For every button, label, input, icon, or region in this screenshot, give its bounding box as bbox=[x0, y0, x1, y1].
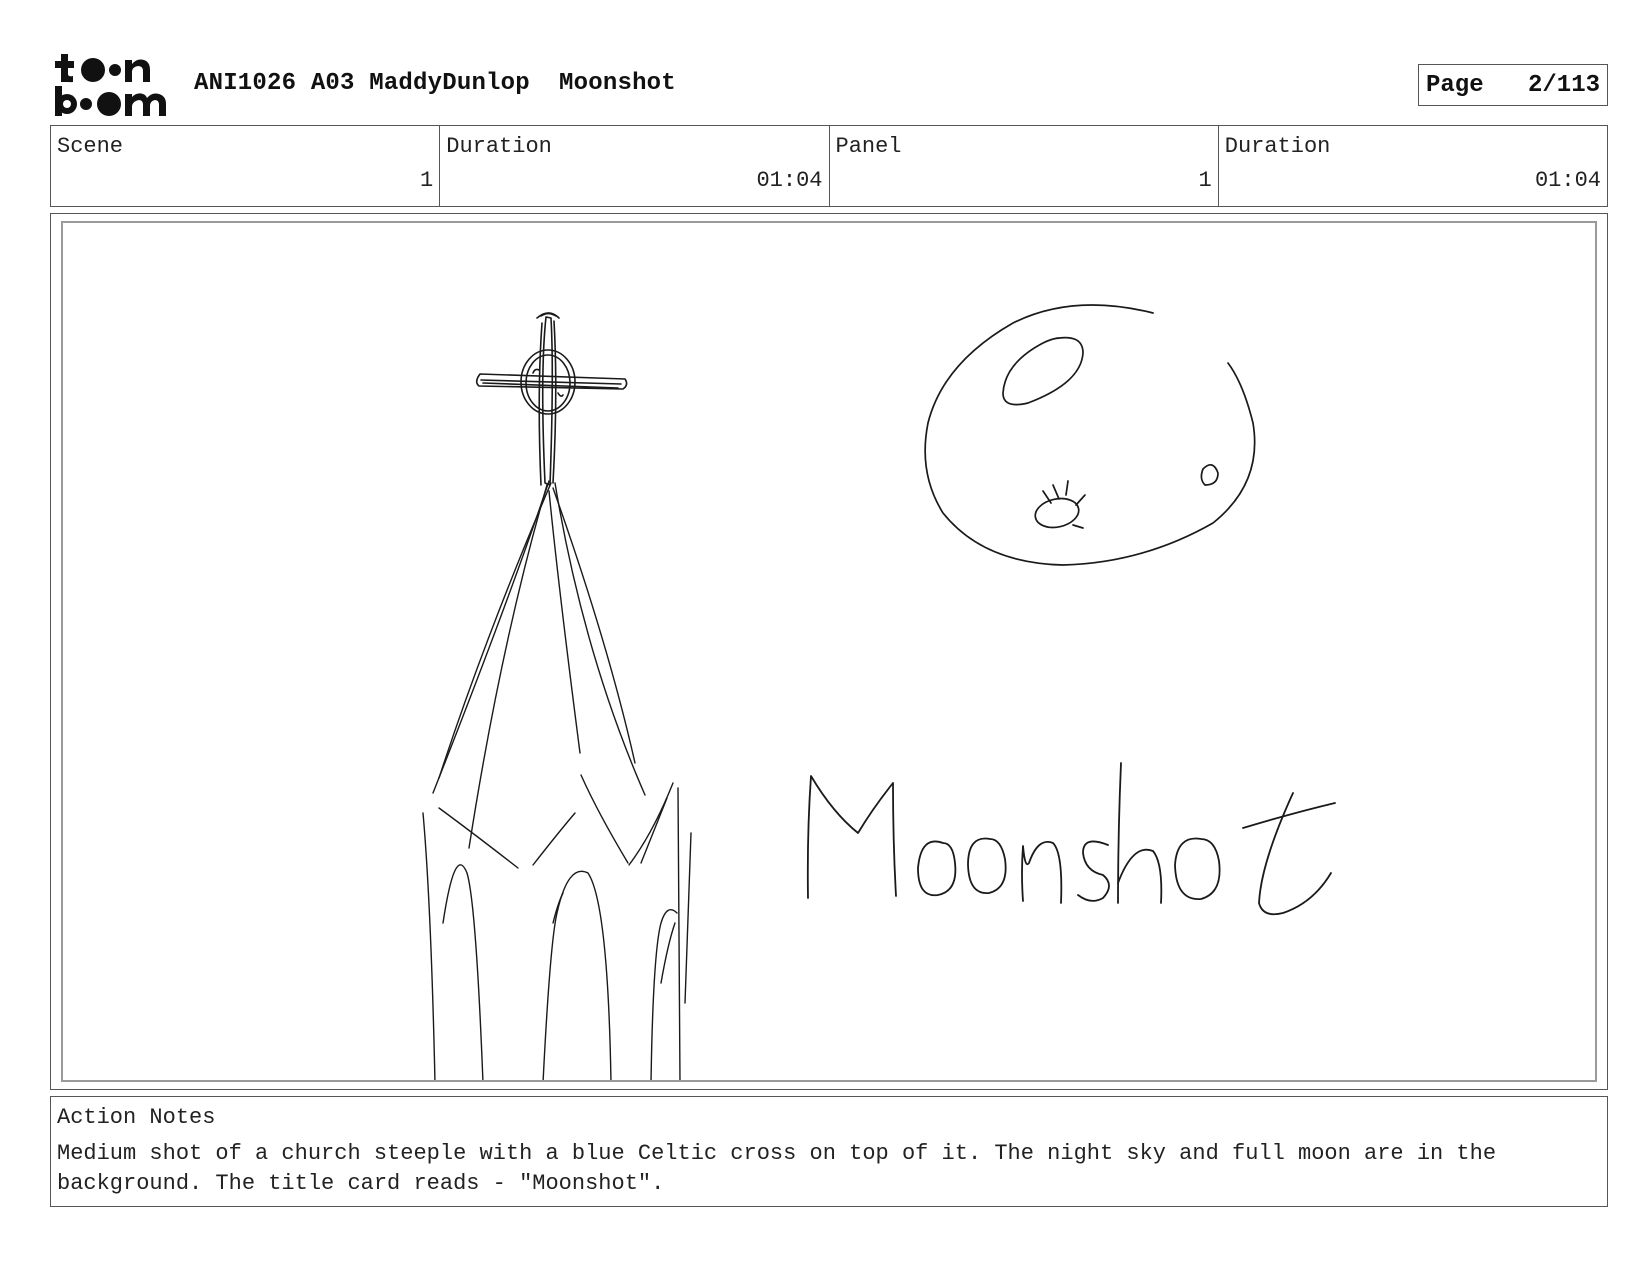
action-notes-label: Action Notes bbox=[57, 1105, 216, 1130]
sketch-canvas bbox=[63, 223, 1597, 1082]
panel-duration-cell bbox=[1219, 126, 1607, 206]
panel-duration-value: 01:04 bbox=[1534, 168, 1601, 193]
scene-duration-cell bbox=[440, 126, 829, 206]
panel-info-row bbox=[50, 125, 1608, 207]
steeple-sketch bbox=[423, 481, 691, 1082]
panel-cell bbox=[830, 126, 1219, 206]
celtic-cross-sketch bbox=[477, 313, 627, 485]
scene-label: Scene bbox=[57, 134, 124, 159]
storyboard-panel-drawing bbox=[61, 221, 1597, 1082]
panel-duration-label: Duration bbox=[1224, 134, 1331, 159]
action-notes-text: Medium shot of a church steeple with a blue Celtic cross on top of it. The night sky and full moon are in the background. The title card reads - "Moonshot". bbox=[57, 1141, 1497, 1196]
page-label: Page bbox=[1426, 71, 1484, 99]
page-indicator bbox=[1418, 64, 1608, 106]
scene-value: 1 bbox=[420, 168, 434, 193]
moon-sketch bbox=[925, 305, 1255, 565]
action-notes-box bbox=[50, 1096, 1608, 1207]
scene-duration-label: Duration bbox=[446, 134, 552, 159]
panel-value: 1 bbox=[1198, 168, 1212, 193]
page-value: 2/113 bbox=[1527, 71, 1600, 99]
moonshot-title-sketch bbox=[808, 763, 1335, 914]
scene-duration-value: 01:04 bbox=[756, 168, 823, 193]
toonboom-logo bbox=[53, 52, 171, 118]
toonboom-logo-icon bbox=[53, 52, 171, 118]
scene-cell bbox=[51, 126, 440, 206]
project-title: ANI1026 A03 MaddyDunlop Moonshot bbox=[194, 70, 676, 97]
panel-label: Panel bbox=[835, 134, 902, 159]
